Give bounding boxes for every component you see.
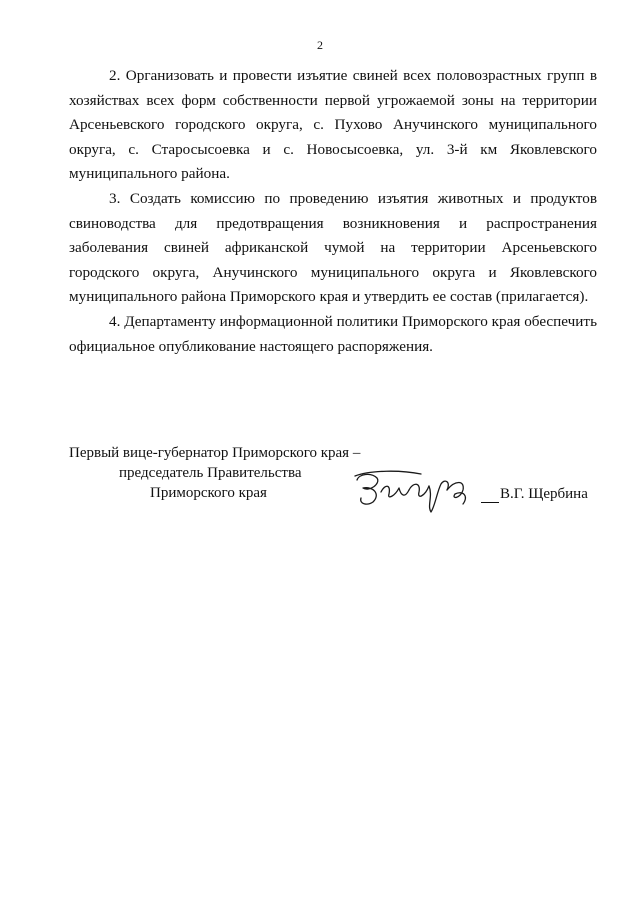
signatory-name: В.Г. Щербина <box>500 486 588 502</box>
paragraph-2: 2. Организовать и провести изъятие свиней всех половозрастных групп в хозяйствах всех форм собственности первой угрожаемой зоны на территории Арсеньевского городского округа, с. Пухово Анучинского муниципального округа, с. Старосысоевка и с. Новосысоевка, ул. 3-й км Яковлевского муниципального района. <box>69 67 597 183</box>
signatory-title-line-2: председатель Правительства <box>119 465 302 481</box>
document-body <box>69 64 597 359</box>
handwritten-signature <box>351 466 481 516</box>
signatory-title-line-1: Первый вице-губернатор Приморского края – <box>69 445 361 461</box>
paragraph-4: 4. Департаменту информационной политики Приморского края обеспечить официальное опубликование настоящего распоряжения. <box>69 312 597 355</box>
signature-line <box>481 502 499 503</box>
paragraph-3: 3. Создать комиссию по проведению изъятия животных и продуктов свиноводства для предотвращения возникновения и распространения заболевания свиней африканской чумой на территории Арсеньевского городского округа, Анучинского муниципального округа и Яковлевского муниципального района Приморского края и утвердить ее состав (прилагается). <box>69 189 597 306</box>
signatory-title-line-3: Приморского края <box>150 485 267 501</box>
page-number: 2 <box>317 38 323 52</box>
signature-block <box>69 444 609 534</box>
